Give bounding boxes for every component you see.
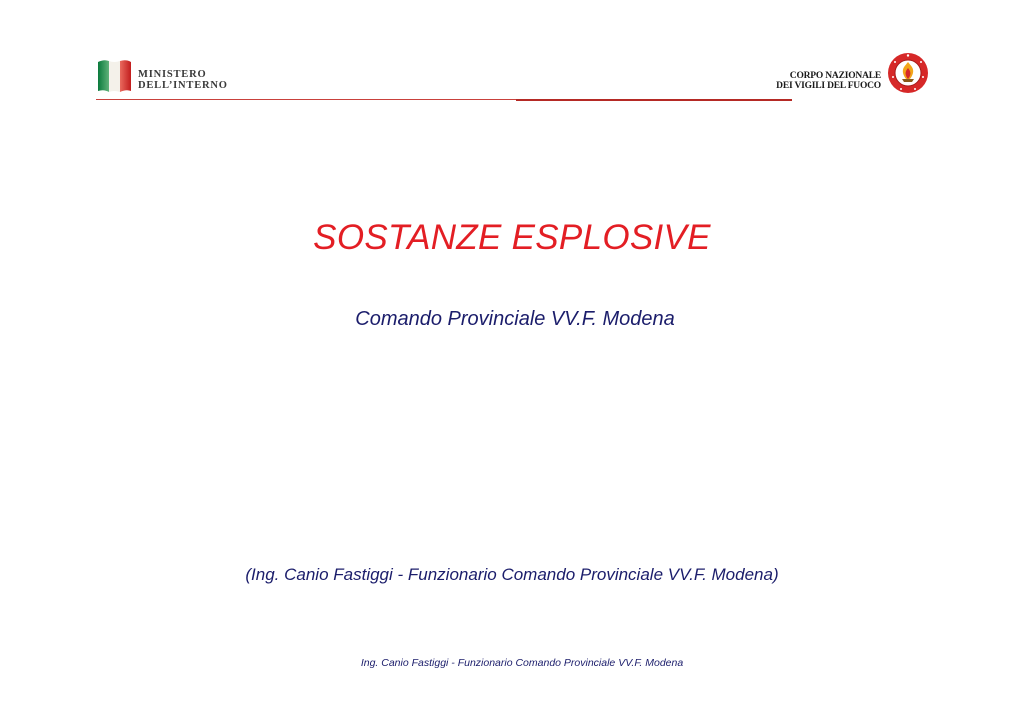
vvf-logo: [760, 52, 932, 100]
vigili-del-fuoco-emblem-icon: [887, 52, 929, 94]
ministero-line2: DELL’INTERNO: [138, 80, 228, 91]
ministero-line1: MINISTERO: [138, 69, 207, 80]
slide-subtitle: Comando Provinciale VV.F. Modena: [355, 308, 675, 330]
footer-text: Ing. Canio Fastiggi - Funzionario Comando Provinciale VV.F. Modena: [360, 657, 684, 669]
ministero-text: [138, 69, 228, 91]
ministero-logo: [96, 58, 256, 98]
vvf-text: [768, 71, 881, 91]
vvf-line1: CORPO NAZIONALE: [789, 71, 881, 81]
vvf-line2: DEI VIGILI DEL FUOCO: [776, 81, 881, 91]
italian-flag-icon: [98, 58, 132, 92]
slide-title: SOSTANZE ESPLOSIVE: [313, 218, 711, 257]
header-rule-left: [96, 99, 516, 100]
author-line: (Ing. Canio Fastiggi - Funzionario Comando Provinciale VV.F. Modena): [245, 565, 779, 584]
header-rule-right: [516, 99, 792, 101]
